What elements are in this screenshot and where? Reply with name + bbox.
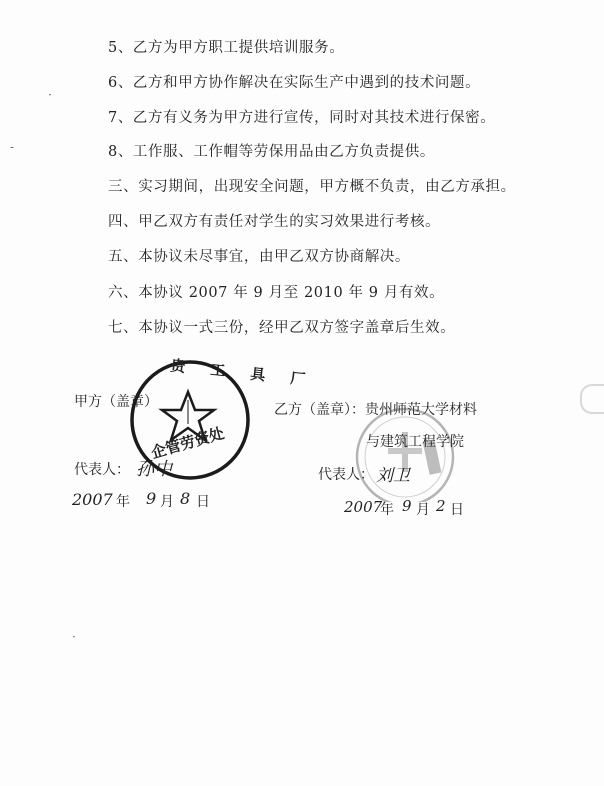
clause-6: 6、乙方和甲方协作解决在实际生产中遇到的技术问题。 [108,75,481,91]
party-a-label: 甲方（盖章） [74,394,158,410]
scan-mark: · [72,630,76,644]
party-a-date-year-char: 年 [116,494,130,510]
party-b-date-month-char: 月 [416,502,430,518]
party-b-label-line2: 与建筑工程学院 [366,434,464,450]
clause-negotiation: 五、本协议未尽事宜，由甲乙双方协商解决。 [108,249,410,265]
party-b-signature: 刘卫 [376,466,410,486]
party-a-date-day: 8 [180,489,191,508]
scan-mark: - [10,140,15,154]
party-b-date-year-char: 年 [380,502,394,518]
clause-7: 7、乙方有义务为甲方进行宣传，同时对其技术进行保密。 [108,110,496,126]
party-a-date-month: 9 [146,489,157,508]
party-a-signature: 孙中 [136,459,172,480]
party-b-rep-label: 代表人： [318,467,374,483]
party-b-date-day-char: 日 [450,502,464,518]
party-a-date-month-char: 月 [160,494,174,510]
party-a-date-year: 2007 [72,490,113,509]
party-b-date-year: 2007 [344,498,383,516]
clause-assessment: 四、甲乙双方有责任对学生的实习效果进行考核。 [108,214,441,230]
party-a-date-day-char: 日 [196,494,210,510]
clause-8: 8、工作服、工作帽等劳保用品由乙方负责提供。 [108,144,435,160]
party-b-date-month: 9 [402,497,412,515]
clause-safety: 三、实习期间，出现安全问题，甲方概不负责，由乙方承担。 [108,179,516,195]
party-a-seal-bottom-text: 企管劳资处 [149,423,227,462]
clause-5: 5、乙方为甲方职工提供培训服务。 [108,40,345,56]
scan-mark: · [48,88,52,102]
clause-validity: 六、本协议 2007 年 9 月至 2010 年 9 月有效。 [108,285,445,301]
party-b-label: 乙方（盖章）：贵州师范大学材料 [274,402,477,418]
background-bleed-mark [580,384,604,414]
party-a-rep-label: 代表人： [74,462,130,478]
clause-copies: 七、本协议一式三份，经甲乙双方签字盖章后生效。 [108,320,456,336]
party-a-seal-top-text: 贵 工 具 厂 [169,356,317,390]
party-b-date-day: 2 [436,497,446,515]
